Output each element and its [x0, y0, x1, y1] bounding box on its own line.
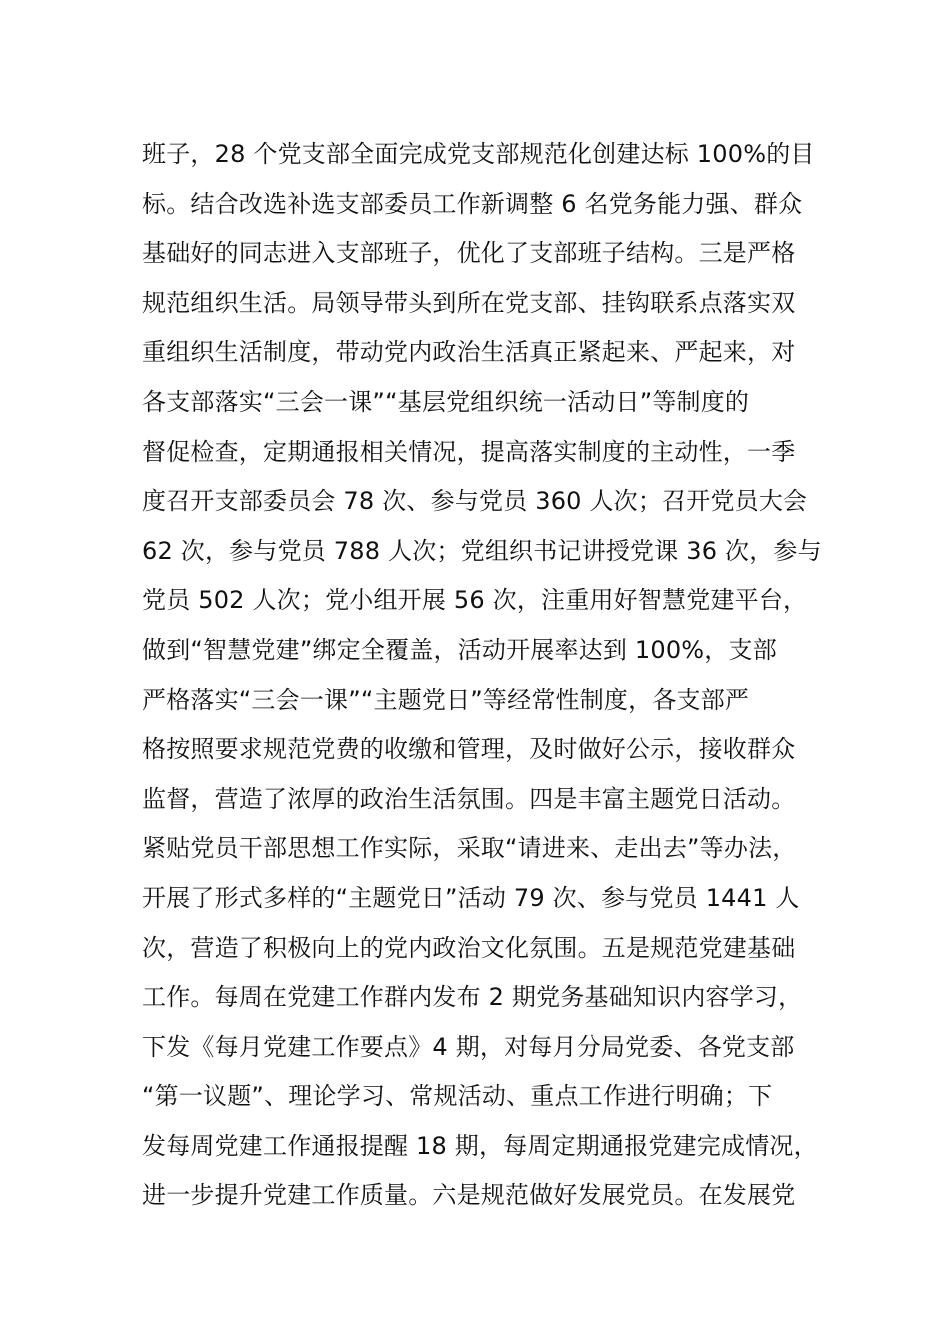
text-line: 监督，营造了浓厚的政治生活氛围。四是丰富主题党日活动。: [142, 784, 796, 813]
text-line: 标。结合改选补选支部委员工作新调整 6 名党务能力强、群众: [142, 189, 803, 218]
text-line: 度召开支部委员会 78 次、参与党员 360 人次；召开党员大会: [142, 487, 808, 516]
text-line: 下发《每月党建工作要点》4 期，对每月分局党委、各党支部: [142, 1032, 795, 1061]
text-line: 做到“智慧党建”绑定全覆盖，活动开展率达到 100%，支部: [142, 635, 777, 664]
text-line: “第一议题”、理论学习、常规活动、重点工作进行明确；下: [142, 1082, 773, 1111]
text-line: 格按照要求规范党费的收缴和管理，及时做好公示，接收群众: [142, 735, 796, 764]
text-line: 重组织生活制度，带动党内政治生活真正紧起来、严起来，对: [142, 338, 796, 367]
text-line: 工作。每周在党建工作群内发布 2 期党务基础知识内容学习，: [142, 983, 803, 1012]
text-line: 次，营造了积极向上的党内政治文化氛围。五是规范党建基础: [142, 933, 796, 962]
text-line: 各支部落实“三会一课”“基层党组织统一活动日”等制度的: [142, 387, 750, 416]
text-line: 班子，28 个党支部全面完成党支部规范化创建达标 100%的目: [142, 140, 815, 168]
text-line: 进一步提升党建工作质量。六是规范做好发展党员。在发展党: [142, 1181, 796, 1210]
text-line: 紧贴党员干部思想工作实际，采取“请进来、走出去”等办法，: [142, 834, 797, 863]
text-line: 发每周党建工作通报提醒 18 期，每周定期通报党建完成情况，: [142, 1131, 818, 1160]
text-line: 规范组织生活。局领导带头到所在党支部、挂钩联系点落实双: [142, 288, 796, 317]
body-text: [142, 130, 822, 1221]
text-line: 基础好的同志进入支部班子，优化了支部班子结构。三是严格: [142, 239, 796, 268]
text-line: 62 次，参与党员 788 人次；党组织书记讲授党课 36 次，参与: [142, 536, 822, 565]
text-line: 党员 502 人次；党小组开展 56 次，注重用好智慧党建平台，: [142, 586, 808, 615]
text-line: 严格落实“三会一课”“主题党日”等经常性制度，各支部严: [142, 685, 750, 714]
text-line: 开展了形式多样的“主题党日”活动 79 次、参与党员 1441 人: [142, 883, 800, 912]
text-line: 督促检查，定期通报相关情况，提高落实制度的主动性，一季: [142, 437, 796, 466]
